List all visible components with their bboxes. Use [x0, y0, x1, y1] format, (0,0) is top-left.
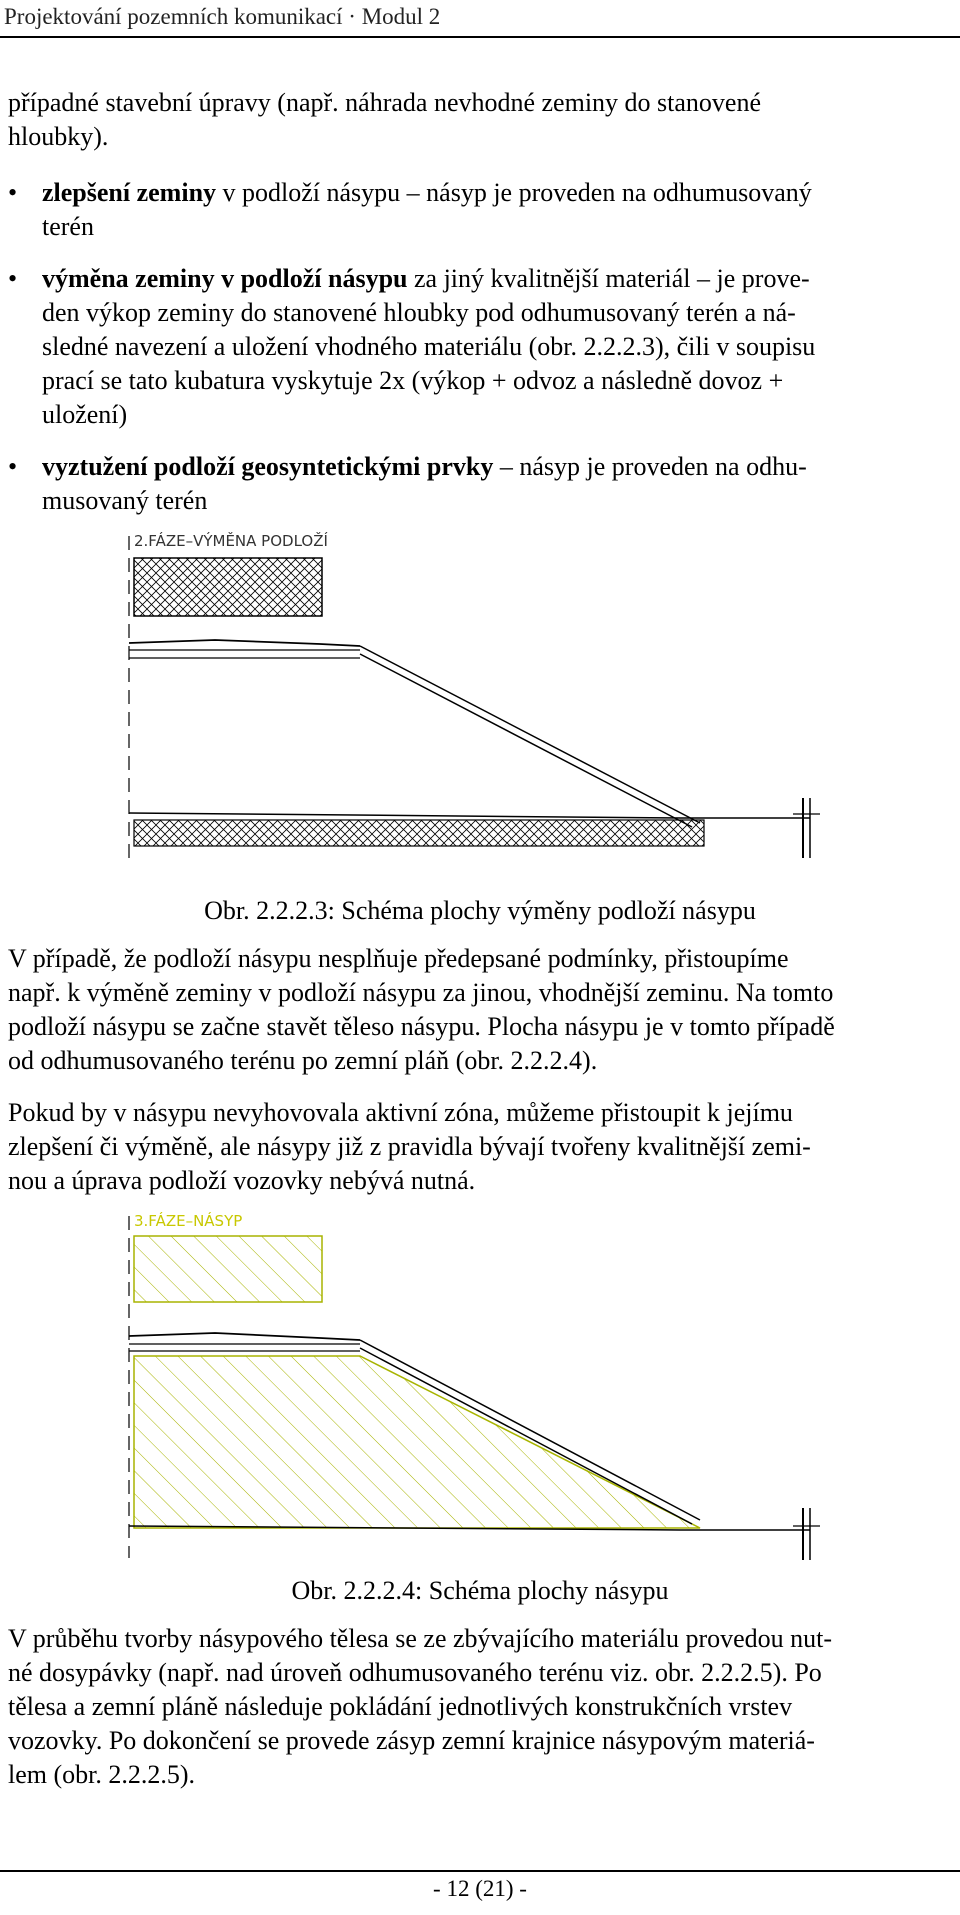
bullet-3-line-2: musovaný terén — [42, 486, 208, 515]
embankment-body-area — [134, 1356, 700, 1528]
bullet-3-text: – násyp je proveden na odhu- — [493, 452, 807, 481]
page-header — [0, 0, 960, 38]
para-1-line-1: V případě, že podloží násypu nesplňuje předepsané podmínky, přistoupíme — [8, 944, 789, 973]
figure-1-caption: Obr. 2.2.2.3: Schéma plochy výměny podloží násypu — [204, 896, 756, 925]
bullet-marker: • — [8, 178, 18, 207]
figure-2-label: 3.FÁZE–NÁSYP — [134, 1212, 243, 1230]
terrain-line — [129, 813, 810, 818]
bullet-3-term: vyztužení podloží geosyntetickými prvky — [42, 452, 494, 481]
bullet-2-line-5: uložení) — [42, 400, 128, 429]
bullet-1-line-1 — [42, 176, 956, 210]
figure-embankment — [120, 1208, 840, 1568]
bullet-2-line-4: prací se tato kubatura vyskytuje 2x (výkop + odvoz a následně dovoz + — [42, 366, 784, 395]
footer-rule — [0, 1870, 960, 1872]
bullet-1-line-2: terén — [42, 212, 94, 241]
replaced-subsoil-area — [134, 820, 704, 846]
bullet-2-term: výměna zeminy v podloží násypu — [42, 264, 408, 293]
bullet-2-line-2: den výkop zeminy do stanovené hloubky pod odhumusovaný terén a ná- — [42, 298, 796, 327]
running-title: Projektování pozemních komunikací · Modul 2 — [4, 4, 441, 29]
bullet-marker: • — [8, 264, 18, 293]
para-3-line-5: lem (obr. 2.2.2.5). — [8, 1760, 196, 1789]
page-number: - 12 (21) - — [433, 1876, 527, 1901]
embankment-slope — [360, 654, 692, 827]
figure-subsoil-replacement — [120, 528, 840, 868]
header-rule — [0, 36, 960, 38]
para-1-line-2: např. k výměně zeminy v podloží násypu za jinou, vhodnější zeminu. Na tomto — [8, 978, 834, 1007]
bullet-2-text: za jiný kvalitnější materiál – je prove- — [407, 264, 810, 293]
para-2-line-1: Pokud by v násypu nevyhovovala aktivní zóna, můžeme přistoupit k jejímu — [8, 1098, 793, 1127]
para-3-line-3: tělesa a zemní pláně následuje pokládání jednotlivých konstrukčních vrstev — [8, 1692, 793, 1721]
figure-2-caption: Obr. 2.2.2.4: Schéma plochy násypu — [291, 1576, 669, 1605]
intro-line-2: hloubky). — [8, 122, 109, 151]
embankment-slope — [360, 646, 700, 823]
para-1-line-3: podloží násypu se začne stavět těleso násypu. Plocha násypu je v tomto případě — [8, 1012, 835, 1041]
bullet-1-term: zlepšení zeminy — [42, 178, 217, 207]
bullet-marker: • — [8, 452, 18, 481]
pavement-layer — [129, 640, 360, 646]
para-2-line-3: nou a úprava podloží vozovky nebývá nutná. — [8, 1166, 476, 1195]
figure-1-label: 2.FÁZE–VÝMĚNA PODLOŽÍ — [134, 532, 328, 550]
hatched-soil-block — [134, 558, 322, 616]
para-1-line-4: od odhumusovaného terénu po zemní pláň (obr. 2.2.2.4). — [8, 1046, 598, 1075]
bullet-2-line-3: sledné navezení a uložení vhodného materiálu (obr. 2.2.2.3), čili v soupisu — [42, 332, 816, 361]
para-2-line-2: zlepšení či výměně, ale násypy již z pravidla bývají tvořeny kvalitnější zemi- — [8, 1132, 811, 1161]
para-3-line-2: né dosypávky (např. nad úroveň odhumusovaného terénu viz. obr. 2.2.2.5). Po — [8, 1658, 822, 1687]
intro-line-1: případné stavební úpravy (např. náhrada nevhodné zeminy do stanovené — [8, 88, 762, 117]
para-3-line-4: vozovky. Po dokončení se provede zásyp zemní krajnice násypovým materiá- — [8, 1726, 815, 1755]
pavement-layer — [129, 1333, 360, 1340]
hatched-embankment-block — [134, 1236, 322, 1302]
bullet-2-line-1 — [42, 262, 956, 296]
bullet-3-line-1 — [42, 450, 956, 484]
para-3-line-1: V průběhu tvorby násypového tělesa se ze zbývajícího materiálu provedou nut- — [8, 1624, 833, 1653]
bullet-1-text: v podloží násypu – násyp je proveden na odhumusovaný — [216, 178, 812, 207]
